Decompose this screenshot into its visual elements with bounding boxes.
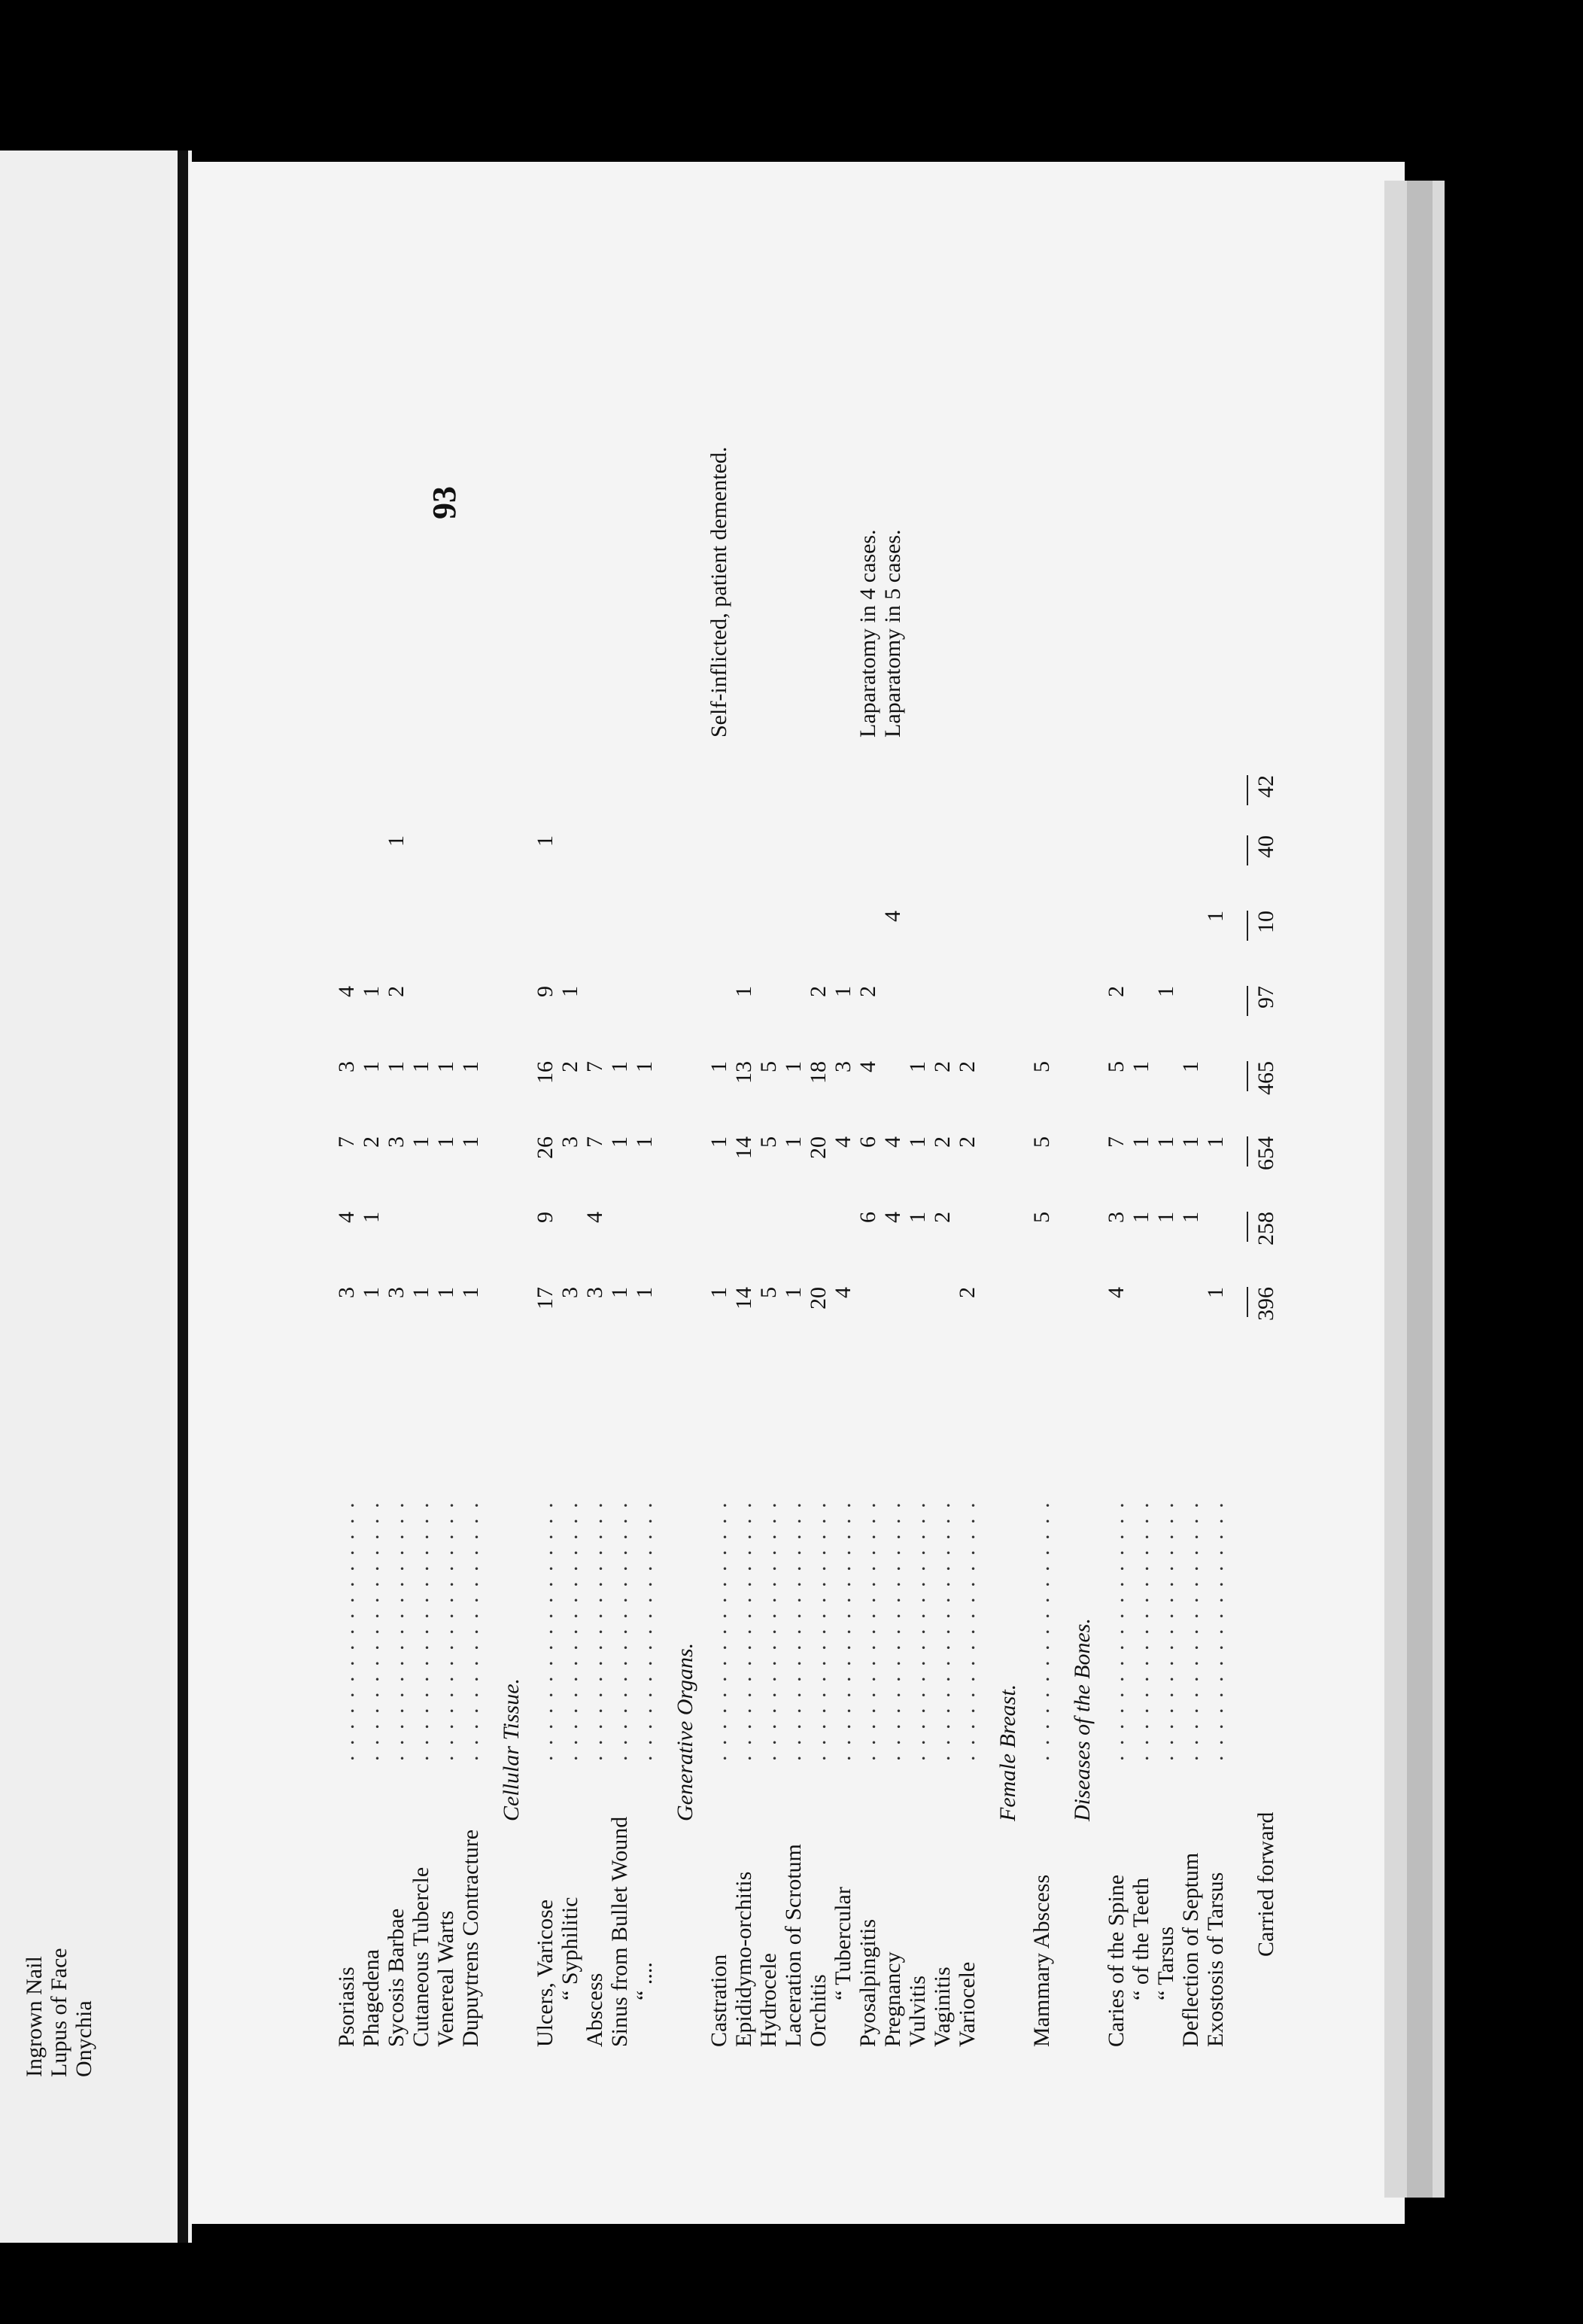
row-label: “ of the Teeth <box>1129 1877 1153 2000</box>
cell-value: 2 <box>955 1136 980 1148</box>
cell-value: 1 <box>359 986 384 997</box>
cell-value: 1 <box>458 1136 483 1148</box>
row-label: Exostosis of Tarsus <box>1203 1872 1228 2047</box>
row-label: Ulcers, Varicose <box>533 1899 558 2047</box>
table-row <box>583 753 607 2047</box>
cell-value: 1 <box>384 1061 409 1072</box>
row-label: Ingrown Nail <box>22 1956 47 2077</box>
total-rule <box>1247 835 1248 865</box>
row-label: Cutaneous Tubercle <box>409 1866 433 2047</box>
cell-value: 4 <box>831 1136 855 1148</box>
row-label: Hydrocele <box>756 1953 781 2047</box>
cell-value: 4 <box>1104 1287 1129 1298</box>
row-label: Sycosis Barbae <box>384 1908 409 2047</box>
cell-value: 1 <box>905 1212 930 1223</box>
table-row <box>459 753 483 2047</box>
cell-value: 1 <box>359 1212 384 1223</box>
rotated-table <box>199 271 1433 2047</box>
cell-value: 1 <box>1129 1212 1153 1223</box>
cell-value: 4 <box>855 1061 880 1072</box>
row-label: “ Tarsus <box>1153 1926 1178 2000</box>
total-rule <box>1247 1061 1248 1091</box>
cell-value: 3 <box>558 1136 582 1148</box>
cell-value: 14 <box>731 1287 756 1310</box>
row-note: Self-inflicted, patient demented. <box>706 446 731 738</box>
cell-value: 5 <box>756 1061 781 1072</box>
cell-value: 7 <box>582 1136 607 1148</box>
cell-value: 7 <box>1104 1136 1129 1148</box>
row-label: “ .... <box>632 1962 657 2000</box>
leader-dots: . . . . . . . . . . . . . . . . . <box>632 1500 657 1761</box>
cell-value: 2 <box>930 1061 955 1072</box>
cell-value: 3 <box>831 1061 855 1072</box>
leader-dots: . . . . . . . . . . . . . . . . . <box>334 1500 359 1761</box>
total-rule <box>1247 775 1248 805</box>
cell-value: 6 <box>855 1136 880 1148</box>
leader-dots: . . . . . . . . . . . . . . . . . <box>930 1500 955 1761</box>
leader-dots: . . . . . . . . . . . . . . . . . <box>756 1500 781 1761</box>
table-row <box>757 753 781 2047</box>
total-rule <box>1247 986 1248 1016</box>
row-label: Venereal Warts <box>433 1910 458 2047</box>
section-heading: Diseases of the Bones. <box>1070 1618 1095 1821</box>
cell-value: 5 <box>1029 1136 1054 1148</box>
cell-value: 1 <box>359 1287 384 1298</box>
leader-dots: . . . . . . . . . . . . . . . . . <box>806 1500 831 1761</box>
cell-value: 7 <box>582 1061 607 1072</box>
leader-dots: . . . . . . . . . . . . . . . . . <box>731 1500 756 1761</box>
leader-dots: . . . . . . . . . . . . . . . . . <box>1153 1500 1178 1761</box>
cell-value: 2 <box>1104 986 1129 997</box>
cell-value: 2 <box>806 986 831 997</box>
row-label: Laceration of Scrotum <box>781 1844 806 2047</box>
leader-dots: . . . . . . . . . . . . . . . . . <box>582 1500 607 1761</box>
row-label: Phagedena <box>359 1949 384 2047</box>
cell-value: 14 <box>731 1136 756 1159</box>
cell-value: 4 <box>880 911 905 922</box>
cell-value: 1 <box>458 1061 483 1072</box>
cell-value: 1 <box>607 1136 632 1148</box>
cell-value: 1 <box>632 1136 657 1148</box>
row-label: Caries of the Spine <box>1104 1874 1129 2047</box>
cell-value: 1 <box>781 1061 806 1072</box>
cell-value: 2 <box>955 1061 980 1072</box>
table-row <box>533 753 558 2047</box>
cell-value: 1 <box>632 1287 657 1298</box>
cell-value: 1 <box>409 1287 433 1298</box>
leader-dots: . . . . . . . . . . . . . . . . . <box>706 1500 731 1761</box>
row-label: Lupus of Face <box>47 1948 71 2077</box>
leader-dots: . . . . . . . . . . . . . . . . . <box>384 1500 409 1761</box>
row-label: Epididymo-orchitis <box>731 1871 756 2047</box>
total-value: 396 <box>1253 1287 1278 1321</box>
cell-value: 3 <box>1104 1212 1129 1223</box>
leader-dots: . . . . . . . . . . . . . . . . . <box>1178 1500 1203 1761</box>
row-label: Deflection of Septum <box>1178 1852 1203 2047</box>
cell-value: 18 <box>806 1061 831 1084</box>
row-note: Laparatomy in 4 cases. <box>855 529 880 738</box>
table-row <box>855 529 880 2047</box>
previous-page-row <box>47 1716 71 2077</box>
cell-value: 4 <box>334 1212 359 1223</box>
table-row <box>409 753 433 2047</box>
table-row <box>633 753 657 2047</box>
section-heading: Cellular Tissue. <box>499 1678 524 1821</box>
cell-value: 1 <box>831 986 855 997</box>
leader-dots: . . . . . . . . . . . . . . . . . <box>607 1500 632 1761</box>
row-label: Mammary Abscess <box>1029 1874 1054 2047</box>
leader-dots: . . . . . . . . . . . . . . . . . <box>409 1500 433 1761</box>
table-row <box>807 753 831 2047</box>
table-row <box>1204 753 1228 2047</box>
table-row <box>831 753 855 2047</box>
cell-value: 2 <box>855 986 880 997</box>
cell-value: 1 <box>458 1287 483 1298</box>
leader-dots: . . . . . . . . . . . . . . . . . <box>831 1500 855 1761</box>
table-row <box>906 753 930 2047</box>
cell-value: 1 <box>1203 1287 1228 1298</box>
row-label: Vaginitis <box>930 1967 955 2047</box>
cell-value: 20 <box>806 1287 831 1310</box>
leader-dots: . . . . . . . . . . . . . . . . . <box>558 1500 582 1761</box>
table-row <box>706 446 731 2047</box>
row-label: Pregnancy <box>880 1951 905 2047</box>
cell-value: 9 <box>533 986 558 997</box>
cell-value: 1 <box>1178 1212 1203 1223</box>
previous-page-row <box>72 1716 96 2077</box>
table-row <box>1179 753 1203 2047</box>
total-rule <box>1247 1136 1248 1167</box>
cell-value: 1 <box>607 1061 632 1072</box>
cell-value: 1 <box>632 1061 657 1072</box>
cell-value: 4 <box>831 1287 855 1298</box>
leader-dots: . . . . . . . . . . . . . . . . . <box>533 1500 558 1761</box>
leader-dots: . . . . . . . . . . . . . . . . . <box>1129 1500 1153 1761</box>
previous-page-row <box>23 1716 47 2077</box>
total-value: 465 <box>1253 1061 1278 1095</box>
row-label: Psoriasis <box>334 1967 359 2047</box>
table-row <box>956 753 980 2047</box>
previous-page-text <box>0 1716 181 2077</box>
cell-value: 7 <box>334 1136 359 1148</box>
cell-value: 3 <box>334 1287 359 1298</box>
cell-value: 13 <box>731 1061 756 1084</box>
cell-value: 2 <box>930 1136 955 1148</box>
leader-dots: . . . . . . . . . . . . . . . . . <box>1203 1500 1228 1761</box>
cell-value: 3 <box>334 1061 359 1072</box>
cell-value: 3 <box>384 1287 409 1298</box>
cell-value: 26 <box>533 1136 558 1159</box>
cell-value: 20 <box>806 1136 831 1159</box>
section-heading: Generative Organs. <box>673 1642 697 1821</box>
cell-value: 4 <box>582 1212 607 1223</box>
cell-value: 1 <box>433 1061 458 1072</box>
table-row <box>732 753 756 2047</box>
cell-value: 1 <box>1129 1061 1153 1072</box>
cell-value: 1 <box>384 835 409 847</box>
table-row <box>608 753 632 2047</box>
total-value: 42 <box>1253 775 1278 798</box>
row-label: Onychia <box>71 2000 96 2077</box>
section-heading: Female Breast. <box>995 1684 1020 1821</box>
cell-value: 2 <box>359 1136 384 1148</box>
cell-value: 17 <box>533 1287 558 1310</box>
cell-value: 4 <box>880 1136 905 1148</box>
cell-value: 1 <box>706 1287 731 1298</box>
table-row <box>1129 753 1153 2047</box>
page-number: 93 <box>426 486 463 519</box>
leader-dots: . . . . . . . . . . . . . . . . . <box>359 1500 384 1761</box>
cell-value: 5 <box>756 1136 781 1148</box>
leader-dots: . . . . . . . . . . . . . . . . . <box>855 1500 880 1761</box>
cell-value: 1 <box>1178 1136 1203 1148</box>
row-note: Laparatomy in 5 cases. <box>880 529 905 738</box>
table-row <box>782 753 806 2047</box>
cell-value: 1 <box>1203 1136 1228 1148</box>
cell-value: 1 <box>607 1287 632 1298</box>
table-row <box>1154 753 1178 2047</box>
cell-value: 1 <box>1129 1136 1153 1148</box>
cell-value: 2 <box>558 1061 582 1072</box>
cell-value: 5 <box>1104 1061 1129 1072</box>
cell-value: 3 <box>384 1136 409 1148</box>
cell-value: 1 <box>731 986 756 997</box>
cell-value: 1 <box>905 1136 930 1148</box>
total-rule <box>1247 911 1248 941</box>
cell-value: 5 <box>1029 1212 1054 1223</box>
leader-dots: . . . . . . . . . . . . . . . . . <box>880 1500 905 1761</box>
cell-value: 1 <box>409 1061 433 1072</box>
row-label: Abscess <box>582 1973 607 2047</box>
cell-value: 1 <box>533 835 558 847</box>
total-value: 40 <box>1253 835 1278 858</box>
cell-value: 1 <box>706 1136 731 1148</box>
leader-dots: . . . . . . . . . . . . . . . . . <box>1029 1500 1054 1761</box>
total-rule <box>1247 1212 1248 1242</box>
cell-value: 2 <box>384 986 409 997</box>
row-label: Variocele <box>955 1961 980 2047</box>
cell-value: 1 <box>359 1061 384 1072</box>
cell-value: 16 <box>533 1061 558 1084</box>
cell-value: 1 <box>1203 911 1228 922</box>
totals-label: Carried forward <box>1253 1811 1278 1957</box>
row-label: Sinus from Bullet Wound <box>607 1816 632 2047</box>
cell-value: 4 <box>880 1212 905 1223</box>
table-row <box>384 753 409 2047</box>
table-row <box>558 753 582 2047</box>
cell-value: 2 <box>930 1212 955 1223</box>
leader-dots: . . . . . . . . . . . . . . . . . <box>905 1500 930 1761</box>
cell-value: 1 <box>1178 1061 1203 1072</box>
cell-value: 1 <box>1153 1136 1178 1148</box>
total-rule <box>1247 1287 1248 1317</box>
table-row <box>434 753 458 2047</box>
table-row <box>335 753 359 2047</box>
leader-dots: . . . . . . . . . . . . . . . . . <box>1104 1500 1129 1761</box>
cell-value: 3 <box>582 1287 607 1298</box>
cell-value: 9 <box>533 1212 558 1223</box>
total-value: 97 <box>1253 986 1278 1008</box>
row-label: Vulvitis <box>905 1976 930 2047</box>
cell-value: 2 <box>955 1287 980 1298</box>
leader-dots: . . . . . . . . . . . . . . . . . <box>433 1500 458 1761</box>
row-label: “ Tubercular <box>831 1887 855 2000</box>
table-row <box>1030 753 1054 2047</box>
leader-dots: . . . . . . . . . . . . . . . . . <box>781 1500 806 1761</box>
table-row <box>931 753 955 2047</box>
cell-value: 1 <box>781 1287 806 1298</box>
leader-dots: . . . . . . . . . . . . . . . . . <box>458 1500 483 1761</box>
table-row <box>360 753 384 2047</box>
cell-value: 1 <box>1153 1212 1178 1223</box>
row-label: “ Syphilitic <box>558 1897 582 2000</box>
cell-value: 1 <box>433 1287 458 1298</box>
cell-value: 1 <box>409 1136 433 1148</box>
row-label: Dupuytrens Contracture <box>458 1829 483 2047</box>
cell-value: 5 <box>756 1287 781 1298</box>
cell-value: 1 <box>558 986 582 997</box>
total-value: 654 <box>1253 1136 1278 1170</box>
cell-value: 1 <box>905 1061 930 1072</box>
cell-value: 1 <box>1153 986 1178 997</box>
cell-value: 6 <box>855 1212 880 1223</box>
table-row <box>1104 753 1129 2047</box>
row-label: Orchitis <box>806 1974 831 2047</box>
cell-value: 5 <box>1029 1061 1054 1072</box>
cell-value: 1 <box>433 1136 458 1148</box>
cell-value: 3 <box>558 1287 582 1298</box>
table-row <box>880 529 905 2047</box>
cell-value: 1 <box>781 1136 806 1148</box>
total-value: 10 <box>1253 911 1278 933</box>
leader-dots: . . . . . . . . . . . . . . . . . <box>955 1500 980 1761</box>
row-label: Pyosalpingitis <box>855 1918 880 2047</box>
cell-value: 4 <box>334 986 359 997</box>
totals-row <box>1254 753 1278 2047</box>
total-value: 258 <box>1253 1212 1278 1246</box>
row-label: Castration <box>706 1954 731 2047</box>
cell-value: 1 <box>706 1061 731 1072</box>
